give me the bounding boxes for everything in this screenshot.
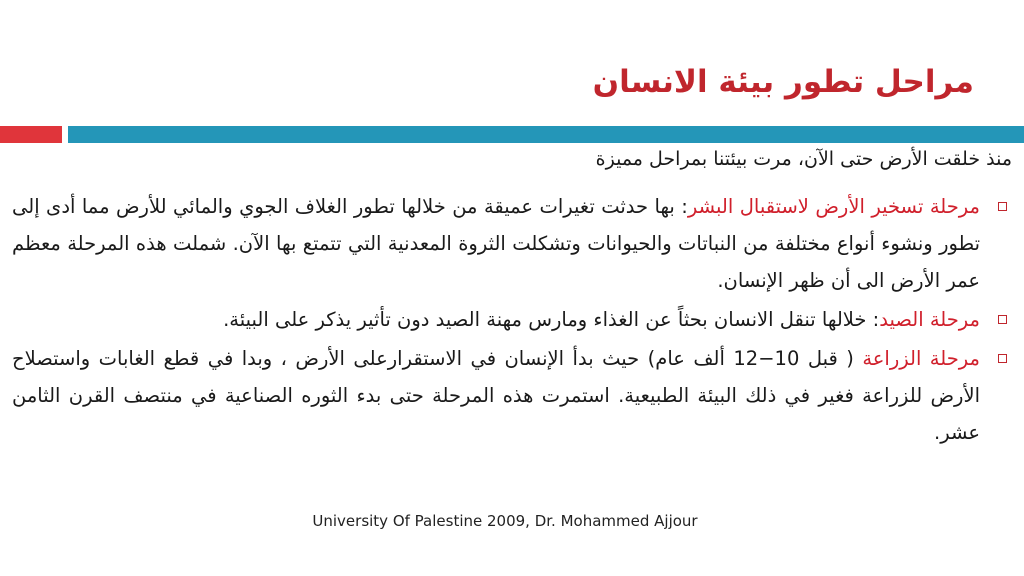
bullet-square-icon — [998, 354, 1007, 363]
bullet-item-agriculture-stage — [12, 340, 1012, 451]
bullet-term: مرحلة الزراعة — [862, 347, 980, 370]
title-divider-blue — [68, 126, 1024, 143]
bullet-text: : خلالها تنقل الانسان بحثاً عن الغذاء ومارس مهنة الصيد دون تأثير يذكر على البيئة. — [223, 308, 880, 331]
title-divider-red — [0, 126, 62, 143]
bullet-item-earth-stage — [12, 188, 1012, 299]
slide-title: مراحل تطور بيئة الانسان — [592, 64, 974, 100]
bullet-list — [12, 188, 1012, 453]
bullet-square-icon — [998, 202, 1007, 211]
bullet-item-hunting-stage — [12, 301, 1012, 338]
slide-footer: University Of Palestine 2009, Dr. Mohammed Ajjour — [312, 512, 698, 530]
bullet-text: ( قبل 10−12 ألف عام) حيث بدأ الإنسان في الاستقرارعلى الأرض ، وبدا في قطع الغابات واستصلاح الأرض للزراعة فغير في ذلك البيئة الطبيعية. استمرت هذه المرحلة حتى بدء الثوره الصناعية في منتصف القرن الثامن عشر. — [12, 347, 980, 444]
bullet-term: مرحلة الصيد — [879, 308, 980, 331]
bullet-term: مرحلة تسخير الأرض لاستقبال البشر — [687, 195, 980, 218]
bullet-text: : بها حدثت تغيرات عميقة من خلالها تطور الغلاف الجوي والمائي للأرض مما أدى إلى تطور ونشوء أنواع مختلفة من النباتات والحيوانات وتشكلت الثروة المعدنية التي تتمتع بها الآن. شملت هذه المرحلة معظم عمر الأرض الى أن ظهر الإنسان. — [12, 195, 980, 292]
intro-text: منذ خلقت الأرض حتى الآن، مرت بيئتنا بمراحل مميزة — [595, 148, 1012, 170]
bullet-square-icon — [998, 315, 1007, 324]
